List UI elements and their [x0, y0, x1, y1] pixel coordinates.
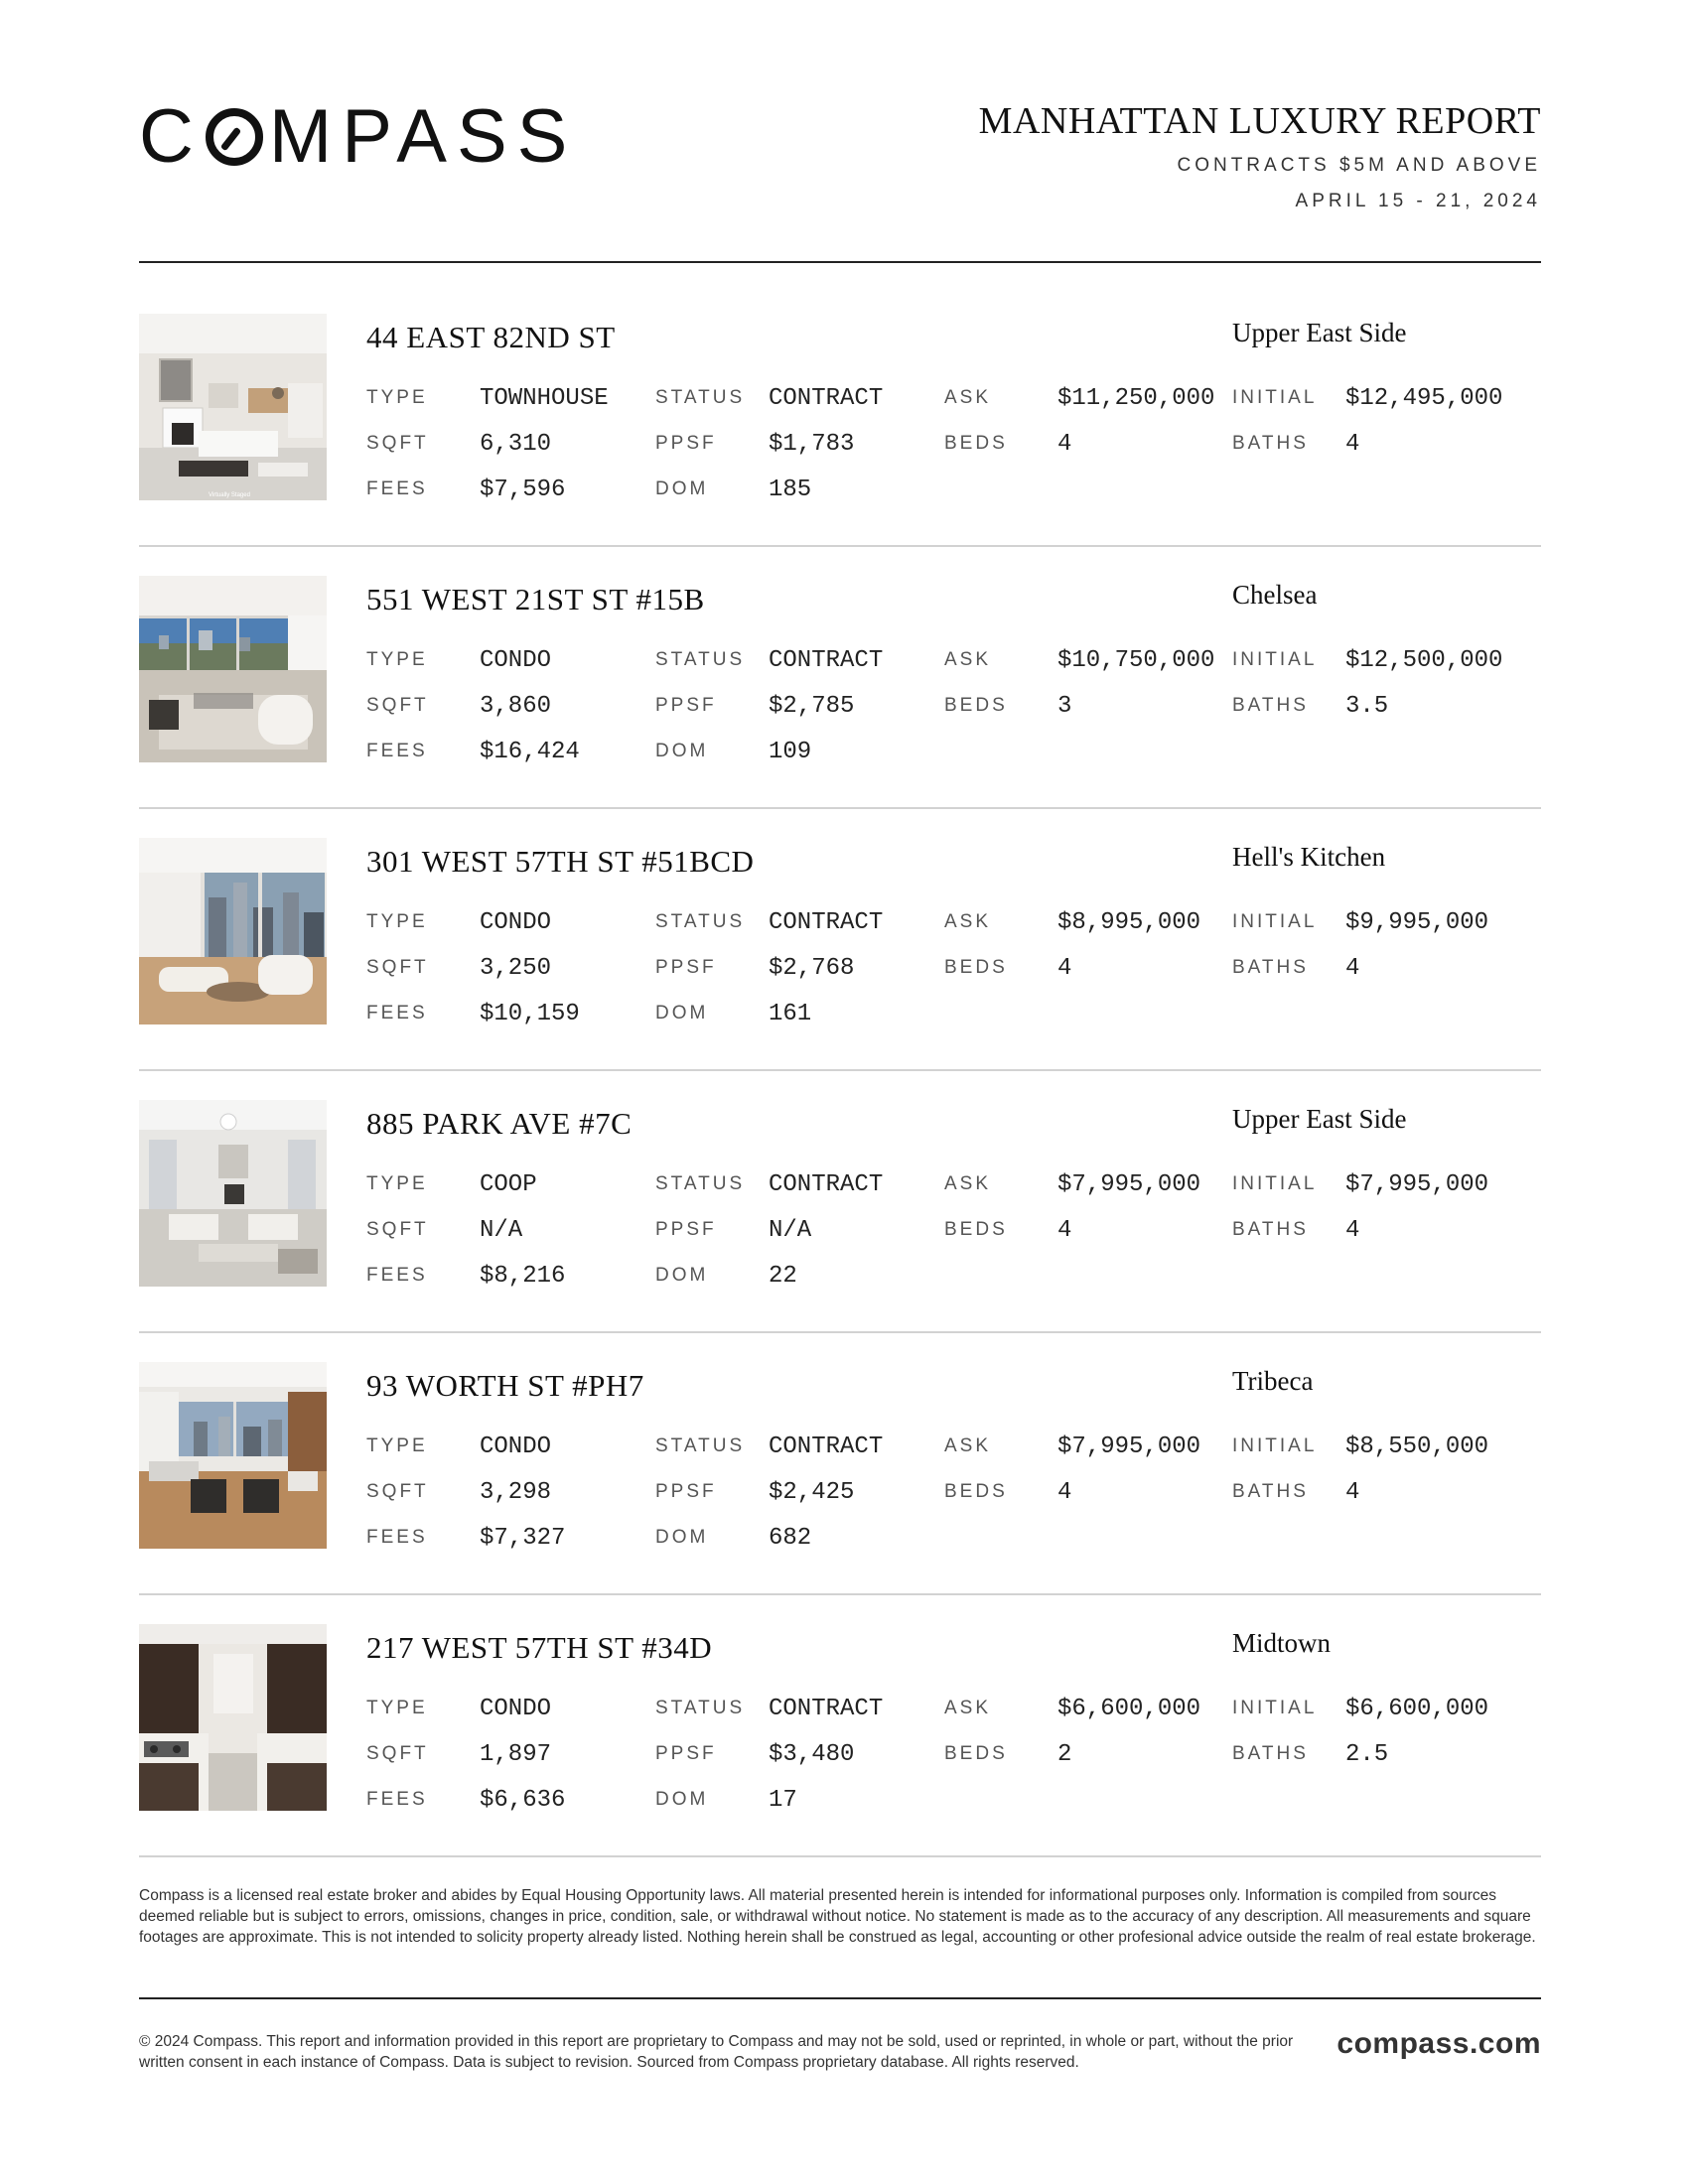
ask-value: $7,995,000 — [1057, 1433, 1201, 1460]
website-link[interactable]: compass.com — [1336, 2027, 1541, 2060]
beds-value: 2 — [1057, 1741, 1072, 1768]
dom-value: 185 — [769, 477, 812, 503]
listing-divider — [139, 1593, 1541, 1595]
dom-label: DOM — [655, 1003, 709, 1024]
type-label: TYPE — [366, 387, 428, 408]
sqft-label: SQFT — [366, 433, 429, 454]
beds-value: 4 — [1057, 1217, 1072, 1244]
listing-divider — [139, 1855, 1541, 1857]
ask-value: $8,995,000 — [1057, 909, 1201, 936]
status-value: CONTRACT — [769, 1696, 884, 1722]
beds-label: BEDS — [944, 1743, 1008, 1764]
listing-row[interactable] — [139, 576, 1541, 838]
listing-address[interactable]: 217 WEST 57TH ST #34D — [366, 1630, 713, 1665]
beds-value: 4 — [1057, 955, 1072, 982]
fees-label: FEES — [366, 1789, 428, 1810]
report-header — [139, 95, 1541, 214]
status-label: STATUS — [655, 911, 746, 932]
fees-value: $8,216 — [480, 1263, 566, 1290]
type-value: CONDO — [480, 1433, 552, 1460]
baths-value: 4 — [1345, 955, 1360, 982]
type-label: TYPE — [366, 1435, 428, 1456]
copyright-text: © 2024 Compass. This report and information provided in this report are proprietary to Compass and may not be sold, used or reprinted, in whole or part, without the prior written consent in each instance of Compass. Data is subject to revision. Sourced from Compass proprietary database. All rights reserved. — [139, 2033, 1294, 2071]
listing-row[interactable] — [139, 1100, 1541, 1362]
listing-neighborhood: Chelsea — [1232, 580, 1318, 610]
initial-value: $12,495,000 — [1345, 385, 1503, 412]
ppsf-label: PPSF — [655, 1481, 717, 1502]
dom-value: 109 — [769, 739, 812, 765]
type-value: CONDO — [480, 647, 552, 674]
initial-label: INITIAL — [1232, 1173, 1318, 1194]
status-label: STATUS — [655, 1435, 746, 1456]
sqft-value: N/A — [480, 1217, 523, 1244]
listing-divider — [139, 1331, 1541, 1333]
dom-label: DOM — [655, 1527, 709, 1548]
listing-photo[interactable] — [139, 838, 327, 1024]
listing-divider — [139, 545, 1541, 547]
ask-value: $11,250,000 — [1057, 385, 1215, 412]
compass-o-icon — [206, 108, 263, 166]
ask-label: ASK — [944, 1435, 992, 1456]
type-label: TYPE — [366, 649, 428, 670]
ppsf-label: PPSF — [655, 1219, 717, 1240]
dom-value: 22 — [769, 1263, 797, 1290]
ppsf-label: PPSF — [655, 1743, 717, 1764]
ask-value: $6,600,000 — [1057, 1696, 1201, 1722]
ppsf-value: $1,783 — [769, 431, 855, 458]
fees-value: $7,596 — [480, 477, 566, 503]
listing-row[interactable] — [139, 1362, 1541, 1624]
dom-value: 682 — [769, 1525, 812, 1552]
ppsf-value: N/A — [769, 1217, 812, 1244]
sqft-value: 6,310 — [480, 431, 552, 458]
ppsf-value: $2,785 — [769, 693, 855, 720]
listing-neighborhood: Hell's Kitchen — [1232, 842, 1386, 872]
ask-value: $7,995,000 — [1057, 1171, 1201, 1198]
fees-label: FEES — [366, 741, 428, 761]
dom-label: DOM — [655, 1265, 709, 1286]
sqft-label: SQFT — [366, 1743, 429, 1764]
initial-value: $7,995,000 — [1345, 1171, 1489, 1198]
sqft-value: 3,298 — [480, 1479, 552, 1506]
fees-label: FEES — [366, 1003, 428, 1024]
listing-photo[interactable] — [139, 1624, 327, 1811]
dom-value: 161 — [769, 1001, 812, 1027]
listing-row[interactable] — [139, 314, 1541, 576]
type-value: COOP — [480, 1171, 537, 1198]
ppsf-label: PPSF — [655, 695, 717, 716]
type-label: TYPE — [366, 1173, 428, 1194]
baths-label: BATHS — [1232, 695, 1309, 716]
baths-value: 3.5 — [1345, 693, 1389, 720]
beds-value: 3 — [1057, 693, 1072, 720]
header-divider — [139, 261, 1541, 263]
listing-address[interactable]: 301 WEST 57TH ST #51BCD — [366, 844, 755, 879]
report-date: APRIL 15 - 21, 2024 — [1295, 191, 1541, 211]
sqft-label: SQFT — [366, 1481, 429, 1502]
beds-label: BEDS — [944, 957, 1008, 978]
status-value: CONTRACT — [769, 909, 884, 936]
listing-address[interactable]: 44 EAST 82ND ST — [366, 320, 616, 354]
beds-label: BEDS — [944, 433, 1008, 454]
sqft-label: SQFT — [366, 957, 429, 978]
beds-value: 4 — [1057, 1479, 1072, 1506]
beds-value: 4 — [1057, 431, 1072, 458]
initial-value: $8,550,000 — [1345, 1433, 1489, 1460]
initial-label: INITIAL — [1232, 387, 1318, 408]
beds-label: BEDS — [944, 1481, 1008, 1502]
initial-label: INITIAL — [1232, 1698, 1318, 1718]
baths-label: BATHS — [1232, 1481, 1309, 1502]
status-label: STATUS — [655, 387, 746, 408]
fees-value: $7,327 — [480, 1525, 566, 1552]
listing-photo[interactable] — [139, 314, 327, 500]
type-value: CONDO — [480, 909, 552, 936]
dom-label: DOM — [655, 741, 709, 761]
ask-label: ASK — [944, 1173, 992, 1194]
ask-label: ASK — [944, 649, 992, 670]
photo-caption: Virtually Staged — [209, 492, 250, 498]
listing-photo[interactable] — [139, 1362, 327, 1549]
listing-neighborhood: Upper East Side — [1232, 1104, 1407, 1134]
sqft-value: 1,897 — [480, 1741, 552, 1768]
baths-value: 4 — [1345, 1217, 1360, 1244]
baths-label: BATHS — [1232, 957, 1309, 978]
fees-value: $6,636 — [480, 1787, 566, 1814]
baths-value: 4 — [1345, 1479, 1360, 1506]
initial-label: INITIAL — [1232, 911, 1318, 932]
type-label: TYPE — [366, 1698, 428, 1718]
initial-label: INITIAL — [1232, 1435, 1318, 1456]
fees-label: FEES — [366, 1527, 428, 1548]
listing-row[interactable] — [139, 1624, 1541, 1886]
status-label: STATUS — [655, 649, 746, 670]
sqft-value: 3,250 — [480, 955, 552, 982]
type-value: TOWNHOUSE — [480, 385, 609, 412]
dom-value: 17 — [769, 1787, 797, 1814]
listing-row[interactable] — [139, 838, 1541, 1100]
fees-label: FEES — [366, 1265, 428, 1286]
baths-value: 2.5 — [1345, 1741, 1389, 1768]
sqft-value: 3,860 — [480, 693, 552, 720]
dom-label: DOM — [655, 478, 709, 499]
listing-address[interactable]: 93 WORTH ST #PH7 — [366, 1368, 644, 1403]
dom-label: DOM — [655, 1789, 709, 1810]
report-title: MANHATTAN LUXURY REPORT — [978, 100, 1541, 142]
beds-label: BEDS — [944, 695, 1008, 716]
initial-label: INITIAL — [1232, 649, 1318, 670]
ask-value: $10,750,000 — [1057, 647, 1215, 674]
ask-label: ASK — [944, 1698, 992, 1718]
baths-label: BATHS — [1232, 433, 1309, 454]
baths-label: BATHS — [1232, 1219, 1309, 1240]
listing-address[interactable]: 885 PARK AVE #7C — [366, 1106, 633, 1141]
report-subtitle: CONTRACTS $5M AND ABOVE — [1177, 155, 1541, 176]
disclaimer-text: Compass is a licensed real estate broker and abides by Equal Housing Opportunity laws. All material presented herein is intended for informational purposes only. Information is compiled from sources deemed reliable but is subject to errors, omissions, changes in price, condition, sale, or withdrawal without notice. No statement is made as to the accuracy of any description. All measurements and square footages are approximate. This is not intended to solicity property already listed. Nothing herein shall be construed as legal, accounting or other profesional advice outside the realm of real estate brokerage. — [139, 1887, 1536, 1946]
listing-photo[interactable] — [139, 576, 327, 762]
ppsf-value: $3,480 — [769, 1741, 855, 1768]
listing-photo[interactable] — [139, 1100, 327, 1287]
status-value: CONTRACT — [769, 1433, 884, 1460]
listing-divider — [139, 1069, 1541, 1071]
fees-label: FEES — [366, 478, 428, 499]
fees-value: $10,159 — [480, 1001, 580, 1027]
status-label: STATUS — [655, 1698, 746, 1718]
status-value: CONTRACT — [769, 385, 884, 412]
compass-logo[interactable]: C MPASS — [139, 94, 578, 179]
listing-neighborhood: Tribeca — [1232, 1366, 1314, 1396]
status-value: CONTRACT — [769, 647, 884, 674]
initial-value: $6,600,000 — [1345, 1696, 1489, 1722]
listing-address[interactable]: 551 WEST 21ST ST #15B — [366, 582, 705, 616]
ask-label: ASK — [944, 387, 992, 408]
listing-neighborhood: Midtown — [1232, 1628, 1332, 1658]
status-label: STATUS — [655, 1173, 746, 1194]
listing-divider — [139, 807, 1541, 809]
ppsf-value: $2,768 — [769, 955, 855, 982]
baths-value: 4 — [1345, 431, 1360, 458]
initial-value: $12,500,000 — [1345, 647, 1503, 674]
sqft-label: SQFT — [366, 695, 429, 716]
ppsf-label: PPSF — [655, 433, 717, 454]
fees-value: $16,424 — [480, 739, 580, 765]
baths-label: BATHS — [1232, 1743, 1309, 1764]
footer-divider — [139, 1997, 1541, 1999]
ppsf-value: $2,425 — [769, 1479, 855, 1506]
sqft-label: SQFT — [366, 1219, 429, 1240]
status-value: CONTRACT — [769, 1171, 884, 1198]
ppsf-label: PPSF — [655, 957, 717, 978]
ask-label: ASK — [944, 911, 992, 932]
initial-value: $9,995,000 — [1345, 909, 1489, 936]
beds-label: BEDS — [944, 1219, 1008, 1240]
listing-neighborhood: Upper East Side — [1232, 318, 1407, 347]
type-value: CONDO — [480, 1696, 552, 1722]
type-label: TYPE — [366, 911, 428, 932]
